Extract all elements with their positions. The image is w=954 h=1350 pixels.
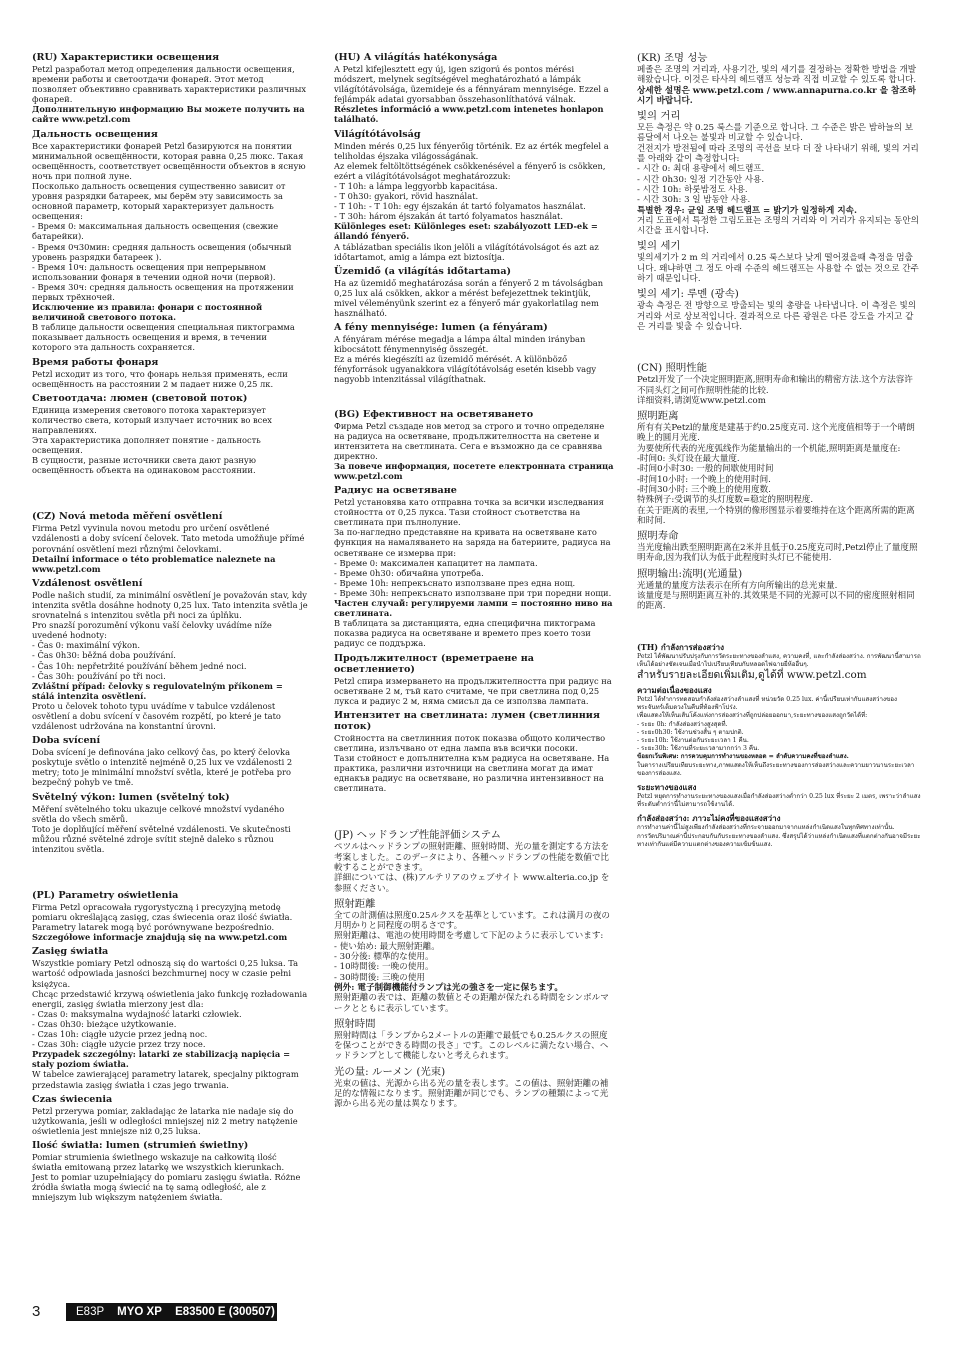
- body-text: 全ての計測値は照度0.25ルクスを基準としています。これは満月の夜の月明かりと同程度の明るさです。 照射距離は、電池の使用時間を考慮して下記のように表示しています: - 使い始め: 最大照射距離。 - 30分後: 標準的な使用。 - 10時間後: 一晩の使用。 - 30時間後: 三晩の使用: [334, 910, 611, 983]
- section-title: (HU) A világítás hatékonysága: [334, 52, 498, 63]
- section-heading: 照射距離: [334, 897, 376, 910]
- emphasis-text: Дополнительную информацию Вы можете получить на сайте www.petzl.com: [32, 104, 305, 125]
- body-text: В таблицата за дистанцията, една специфична пиктограма показва радиуса на осветяване и времето през което този радиус се поддържа.: [334, 618, 596, 649]
- emphasis-text: Különleges eset: Különleges eset: szabályozott LED-ek = állandó fényerő.: [334, 221, 598, 242]
- body-text: 当光度输出跌至照明距离在2米并且低于0.25度克司时,Petzl停止了量度照明寿命,因为我们认为低于此程度时头灯已不能使用.: [637, 543, 918, 564]
- body-text: 详细资料,请浏览www.petzl.com: [637, 395, 766, 406]
- product-model: MYO XP: [117, 1306, 162, 1318]
- body-text: 모든 측정은 약 0.25 룩스를 기준으로 합니다. 그 수준은 밝은 밤하늘의 보름달에서 나오는 불빛과 비교할 수 있습니다. 건전지가 방전됨에 따라 조명의 곡선을 보다 더 잘 나타내기 위해, 빛의 거리를 아래와 같이 측정합니다: - 시간 0: 최대 용량에서 헤드램프. - 시간 0h30: 일정 기간동안 사용. - 시간 10h: 하룻밤정도 사용. - 시간 30h: 3 일 밤동안 사용.: [637, 123, 919, 206]
- body-text: Фирма Petzl създаде нов метод за строго и точно определяне на радиуса на осветяване, продължителността на светене и интензитета на светлината. Сега е възможно да се сравнява директно.: [334, 420, 605, 461]
- section-title: (CZ) Nová metoda měření osvětlení: [32, 511, 223, 523]
- body-text: Minden mérés 0,25 lux fényerőig történik. Ez az érték megfelel a teliholdas éjszaka világosságának. Az elemek feltöltöttségének csökkenésével a fényerő is csökken, ezért a világítótávolságot meghatározzuk: - T 10h: a lámpa leggyorbb kapacitása. - T 0h30: gyakori, rövid használat. - T 10h: - T 10h: egy éjszakán át tartó folyamatos használat. - T 30h: három éjszakán át tartó folyamatos használat.: [334, 140, 609, 222]
- emphasis-text: Szczegółowe informacje znajdują się na www.petzl.com: [32, 932, 288, 943]
- column-left: [32, 52, 308, 1202]
- section-heading: Дальность освещения: [32, 128, 158, 140]
- section-heading: 빛의 세기: 루멘 (광속): [637, 288, 739, 301]
- info-link-text: สำหรับรายละเอียดเพิ่มเติม,ดูได้ที่ www.petzl.com: [637, 668, 867, 681]
- body-text: 거리 도표에서 특정한 그림도표는 조명의 거리와 이 거리가 유지되는 동안의 시간을 표시합니다.: [637, 215, 919, 237]
- section-heading: ความต่อเนื่องของแสง: [637, 684, 712, 695]
- emphasis-text: 상세한 설명은 www.petzl.com / www.annapurna.co.kr 을 참조하시기 바랍니다.: [637, 85, 916, 106]
- language-section: [32, 52, 308, 475]
- section-heading: 照射時間: [334, 1017, 376, 1030]
- section-heading: 光の量: ルーメン (光束): [334, 1065, 446, 1078]
- page-footer: [32, 1303, 922, 1321]
- language-section: [334, 829, 616, 1109]
- body-text: Petzl开发了一个决定照明距离,照明寿命和输出的精密方法.这个方法容许不同头灯之间可作照明性能的比较.: [637, 375, 913, 396]
- body-text: 光束の値は、光源から出る光の量を表します。この値は、照射距離の補足的な情報になります。照射距離が同じでも、ランプの種類によって光源から出る光の量は異なります。: [334, 1078, 609, 1110]
- section-title: (TH) กำลังการส่องสว่าง: [637, 641, 725, 652]
- section-heading: Vzdálenost osvětlení: [32, 577, 143, 589]
- language-section: [334, 409, 616, 794]
- language-section: [32, 511, 308, 854]
- body-text: การทำงานค่านี้ไม่สูงเพียงกำลังส่องสว่างที่กระจายออกมาจากแหล่งกำเนิดแสงในทุกทิศทางเท่านั้น. การวัดปริมาณค่านี้ประกอบกันกับระยะทางของลำแสง. ซึ่งสรุปได้ว่าแหล่งกำเนิดแสงที่แตกต่างกันอาจมีระยะทางเท่ากันแต่มีความแตกต่างของความเข้มข้นแสง.: [637, 824, 921, 848]
- emphasis-text: Detailní informace o této problematice naleznete na www.petzl.com: [32, 553, 276, 574]
- section-heading: Üzemidő (a világítás időtartama): [334, 265, 512, 277]
- body-text: W tabelce zawierającej parametry latarek, specjalny piktogram przedstawia zasięg światła i czas jego trwania.: [32, 1069, 299, 1090]
- body-text: 照射距離の表では、距離の数値とその距離が保たれる時間をシンボルマークとともに表示しています。: [334, 993, 609, 1014]
- section-heading: 照明输出:流明(光通量): [637, 567, 743, 580]
- body-text: Petzl przerywa pomiar, zakładając że latarka nie nadaje się do użytkowania, jeśli w odległości mniejszej niż 2 metry natężenie oświetlenia jest mniejsze niż 0,25 luksa.: [32, 1105, 298, 1136]
- body-text: ในตารางเปรียบเทียบระยะทาง,ภาพแสดงให้เห็นถึงระยะทางของการส่องสว่างและความยาวนานระยะเวลาของการส่องแสง.: [637, 761, 915, 777]
- column-middle: [334, 52, 616, 1110]
- body-text: 特殊例子:受调节的头灯度数=稳定的照明程度.: [637, 495, 814, 506]
- body-text: Petzl исходит из того, что фонарь нельзя применять, если освещённость на расстоянии 2 м падает ниже 0,25 лк.: [32, 368, 288, 389]
- section-heading: 빛의 세기: [637, 240, 681, 253]
- emphasis-text: 특별한 경우: 균일 조명 헤드램프 = 밝기가 일정하게 지속.: [637, 205, 857, 216]
- product-reference: E83500 E (300507): [175, 1306, 275, 1318]
- body-text: В таблице дальности освещения специальная пиктограмма показывает дальность освещения и время, в течении которого эта дальность сохраняется.: [32, 322, 295, 353]
- body-text: Podle našich studií, za minimální osvětlení je považován stav, kdy intenzita světla dosáhne hodnoty 0,25 lux. Tato intenzita světla je srovnatelná s intenzitou světla při noci za úplňku. Pro snazší porozumění výkonu vaší čelovky uvádíme níže uvedené hodnoty: - Čas 0: maximální výkon. - Čas 0h30: běžná doba používání. - Čas 10h: nepřetržité používání během jedné noci. - Čas 30h: používání po tři noci.: [32, 589, 308, 681]
- page-number: 3: [32, 1303, 41, 1320]
- section-heading: ระยะทางของแสง: [637, 782, 697, 793]
- section-heading: Время работы фонаря: [32, 356, 159, 368]
- section-title: (JP) ヘッドランプ性能評価システム: [334, 829, 501, 842]
- section-heading: Világítótávolság: [334, 128, 421, 140]
- emphasis-text: Частен случай: регулируеми лампи = постоянно ниво на светлината.: [334, 598, 613, 619]
- body-text: A fényáram mérése megadja a lámpa által minden irányban kibocsátott fénymennyiség összegét. Ez a mérés kiegészíti az üzemidő mérését. A különböző fényforrások ugyanakkora világítótávolság esetén kisebb vagy nagyobb intenzitással világíthatnak.: [334, 334, 597, 385]
- section-heading: Czas świecenia: [32, 1093, 113, 1105]
- section-heading: Светоотдача: люмен (световой поток): [32, 392, 248, 404]
- body-text: Petzl спира измерването на продължителността при радиус на осветяване 2 м, тъй като считаме, че при светлина под 0,25 лукса и радиус 2 м, няма смисъл да се използва лампата.: [334, 675, 612, 706]
- language-section: [637, 362, 921, 611]
- section-title: (RU) Характеристики освещения: [32, 52, 220, 63]
- section-heading: 照明寿命: [637, 530, 679, 543]
- section-heading: 빛의 거리: [637, 110, 681, 123]
- body-text: ペツルはヘッドランプの照射距離、照射時間、光の量を測定する方法を考案しました。このデータにより、各種ヘッドランプの性能を数値で比較することができます。 詳細については、(株)アルテリアのウェブサイト www.alteria.co.jp を参照ください。: [334, 842, 610, 894]
- language-section: [334, 52, 616, 385]
- body-text: Proto u čelovek tohoto typu uvádíme v tabulce vzdálenost osvětlení a dobu svícení v časovém rozpětí, po které je tato vzdálenost udržována na konstantní úrovni.: [32, 700, 281, 732]
- body-text: Petzl установява като отправна точка за всички изследвания стойността от 0,25 лукса. Тази стойност съответства на светлината при пълнолуние. За по-нагледно представяне на кривата на осветяване като функция на намаляването на заряда на батериите, радиуса на осветяване се измерва при: - Време 0: максимален капацитет на лампата. - Време 0h30: обичайна употреба. - Време 10h: непрекъснато използване през една нощ. - Време 30h: непрекъснато използване при три поредни нощи.: [334, 497, 612, 598]
- product-code: E83P: [76, 1306, 104, 1318]
- body-text: A táblázatban speciális ikon jelöli a világítótávolságot és azt az időtartamot, amig a lámpa ezt biztosítja.: [334, 241, 599, 262]
- body-text: Petzl หยุดการทำงานระยะทางของแสงเมื่อกำลังส่องสว่างต่ำกว่า 0.25 lux ที่ระยะ 2 เมตร, เพราะว่าลำแสงที่ระดับต่ำกว่านี้ไม่สามารถใช้งานได้.: [637, 793, 921, 809]
- section-heading: Интензитет на светлината: лумен (светлинния поток): [334, 709, 600, 732]
- section-title: (PL) Parametry oświetlenia: [32, 890, 179, 901]
- body-text: 빛의세기가 2 m 의 거리에서 0.25 룩스보다 낮게 떨어졌을때 측정을 멈춥니다. 왜냐하면 그 정도 아래 수준의 헤드램프는 사용할 수 없는 것으로 간주하기 때문입니다.: [637, 253, 919, 285]
- section-heading: 照明距离: [637, 410, 679, 423]
- emphasis-text: Przypadek szczególny: latarki ze stabilizacją napięcia = stały poziom światła.: [32, 1049, 291, 1070]
- emphasis-text: Részletes információ a www.petzl.com intenetes honlapon található.: [334, 104, 604, 125]
- language-section: [32, 890, 308, 1202]
- section-heading: Zasięg światła: [32, 946, 109, 958]
- body-text: 照射時間は「ランプから2メートルの距離で最低でも0.25ルクスの照度を保つことができる時間の長さ」です。このレベルに満たない場合、ヘッドランプとして機能しないと考えられます。: [334, 1030, 609, 1062]
- section-heading: Продължителност (времетраене на осветлението): [334, 652, 534, 675]
- body-text: Pomiar strumienia świetlnego wskazuje na całkowitą ilość światła emitowaną przez latarkę we wszystkich kierunkach. Jest to pomiar uzupełniający do pomiaru zasięgu światła. Różne źródła światła mogą świecić na tę samą odległość, ale z mniejszym lub większym natężeniem światła.: [32, 1151, 301, 1203]
- emphasis-text: 例外: 電子制御機能付ランプは光の強さを一定に保ちます。: [334, 982, 563, 993]
- language-section: [637, 642, 921, 849]
- section-heading: A fény mennyisége: lumen (a fényáram): [334, 322, 548, 334]
- emphasis-text: ข้อยกเว้นพิเศษ: การควบคุมการทำงานของหลอด = ลำดับความคงที่ของลำแสง.: [637, 753, 849, 761]
- section-heading: Ilość światła: lumen (strumień świetlny): [32, 1139, 249, 1151]
- body-text: Petzl ได้ทำการทดสอบกำลังส่องสว่างลำแสงที่ หน่วยวัด 0.25 lux. ค่านี้เปรียบเท่ากับแสงสว่างของพระจันทร์เต็มดวงในคืนที่ท้องฟ้าโปร่ง. เพื่อแสดงให้เห็นเส้นโค้งแห่งการส่องสว่างที่ถูกปล่อยออกมา,ระยะทางของแสงถูกวัดได้ที่: - ระยะ 0h: กำลังส่องสว่างสูงสุดที่. - ระยะ0h30: ใช้งานช่วงสั้น ๆ ตามปกติ. - ระยะ10h: ใช้งานต่อกันระยะเวลา 1 คืน. - ระยะ30h: ใช้งานที่ระยะเวลามากกว่า 3 คืน.: [637, 695, 897, 753]
- body-text: 所有有关Petzl的量度是建基于约0.25度克司. 这个光度值相等于一个晴朗晚上的圆月光度. 为要使所代表的光度弧线作为能量输出的一个机能,照明距离是量度在: -时间0: 头灯设在最大量度. -时间0小时30: 一般的间歇使用时间 -时间10小时: 一个晚上的使用时间. -时间30小时: 三个晚上的使用度数.: [637, 423, 915, 495]
- section-title: (BG) Ефективност на осветяването: [334, 408, 534, 420]
- section-heading: Světelný výkon: lumen (světelný tok): [32, 791, 230, 803]
- emphasis-text: За повече информация, посетете електронната страница www.petzl.com: [334, 460, 614, 481]
- body-text: A Petzl kifejlesztett egy új, igen szigorú és pontos mérési módszert, melynek segítségével meghatározható a lámpák világítótávolsága, üzemideje és a fénnyáram mennyisége. Ezzel a fejlámpák adatai gyorsabban összehasonlíthatóvá válnak.: [334, 64, 609, 105]
- body-text: Ha az üzemidő meghatározása során a fényerő 2 m távolságban 0,25 lux alá csökken, akkor a mérést befejezettnek tekintjük, mivel véleményünk szerint ez a fényerő már gyakorlatilag nem használható.: [334, 277, 604, 318]
- body-text: Стойността на светлинния поток показва общото количество светлина, излъчвано от една лампа във всички посоки. Тази стойност е допълнителна към радиуса на осветяване. На практика, различни източници на светлина могат да имат еднакъв радиус на осветяване, но различна интензивност на светлината.: [334, 732, 610, 794]
- language-section: [637, 52, 921, 332]
- body-text: Petzl ได้พัฒนาปรับปรุงกับการวัดระยะทางของลำแสง, ความคงที่, และกำลังส่องสว่าง. การพัฒนานี้สามารถเห็นได้อย่างชัดเจนเมื่อนำไปเปรียบเทียบกับหลอดไฟฉายยี่ห้ออื่นๆ.: [637, 652, 921, 668]
- body-text: 在关于距离的表里,一个特别的像形图显示着要维持在这个距离所需的距离和时间.: [637, 505, 915, 526]
- product-bar: [66, 1303, 277, 1321]
- body-text: Firma Petzl vyvinula novou metodu pro určení osvětlené vzdálenosti a doby svícení čelovek. Tato metoda umožňuje přímé porovnání osvětlení mezi různými čelovkami.: [32, 523, 305, 554]
- body-text: Měření světelného toku ukazuje celkové množství vydaného světla do všech směrů. Toto je doplňující měření světelné vzdálenosti. Ve skutečnosti můžou různé světelné zdroje svítit stejně daleko s různou intenzitou světla.: [32, 803, 291, 854]
- body-text: Firma Petzl opracowała rygorystyczną i precyzyjną metodę pomiaru określającą zasięg, czas świecenia oraz ilość światła. Parametry latarek mogą być porównywane bezpośrednio.: [32, 902, 293, 933]
- section-heading: กำลังส่องสว่าง: ภาวะไม่คงที่ของแสงสว่าง: [637, 813, 781, 824]
- body-text: Wszystkie pomiary Petzl odnoszą się do wartości 0,25 luksa. Ta wartość odpowiada jasności bezchmurnej nocy w czasie pełni księżyca. Chcąc przedstawić krzywą oświetlenia jako funkcję rozładowania energii, zasięg światła mierzony jest dla: - Czas 0: maksymalna wydajność latarki człowiek. - Czas 0h30: bieżące użytkowanie. - Czas 10h: ciągłe użycie przez jedną noc. - Czas 30h: ciągłe użycie przez trzy noce.: [32, 958, 308, 1050]
- section-title: (CN) 照明性能: [637, 362, 708, 375]
- column-right: [637, 52, 921, 849]
- body-text: Doba svícení je definována jako celkový čas, po který čelovka poskytuje světlo o intenzitě nejméně 0,25 lux ve vzdálenosti 2 metry; toto je minimální množství světla, které je potřeba pro bezpečný pohyb ve tmě.: [32, 747, 293, 788]
- section-heading: Doba svícení: [32, 735, 101, 747]
- body-text: Все характеристики фонарей Petzl базируются на понятии минимальной освещённости, которая равна 0,25 люкс. Такая освещённость, соответствует освещённости объектов в ясную ночь при полной луне. Посколько дальность освещения существенно зависит от уровня разрядки батареек, мы берём эту зависимость за основной параметр, который характеризует дальность освещения: - Время 0: максимальная дальность освещения (свежие батарейки). - Время 0ч30мин: средняя дальность освещения (обычный уровень разрядки батареек ). - Время 10ч: дальность освещения при непрерывном использовании фонаря в течении одной ночи (первой). - Время 30ч: средняя дальность освещения на протяжении первых трёхночей.: [32, 140, 306, 302]
- body-text: 光通量的量度方法表示在所有方向所输出的总光束量. 该量度是与照明距离互补的.其效果是不同的光源可以不同的密度照射相同的距离.: [637, 580, 915, 612]
- body-text: Единица измерения светового потока характеризует количество света, который излучает источник во всех направлениях. Эта характеристика дополняет понятие - дальность освещения. В сущности, разные источники света дают разную освещённость объекта на одинаковом расстоянии.: [32, 404, 272, 476]
- body-text: Petzl разработал метод определения дальности освещения, времени работы и светоотдачи фонарей. Этот метод позволяет объективно сравнивать характеристики различных фонарей.: [32, 64, 307, 105]
- section-title: (KR) 조명 성능: [637, 52, 708, 64]
- body-text: 광속 측정은 전 방향으로 방출되는 빛의 총량을 나타냅니다. 이 측정은 빛의 거리와 서로 상보적입니다. 결과적으로 다른 광원은 다른 강도을 가지고 같은 거리를 빛출 수 있습니다.: [637, 301, 917, 332]
- emphasis-text: Исключение из правила: фонари с постоянной величиной светового потока.: [32, 302, 263, 323]
- emphasis-text: Zvláštní případ: čelovky s regulovatelným příkonem = stálá intenzita osvětlení.: [32, 680, 283, 701]
- section-heading: Радиус на осветяване: [334, 485, 457, 497]
- body-text: 페졸은 조명의 거리과, 사용기간, 빛의 세기를 결정하는 정확한 방법을 개발해왔습니다. 이것은 타사의 헤드램프 성능과 직접 비교할 수 있도록 합니다.: [637, 65, 917, 86]
